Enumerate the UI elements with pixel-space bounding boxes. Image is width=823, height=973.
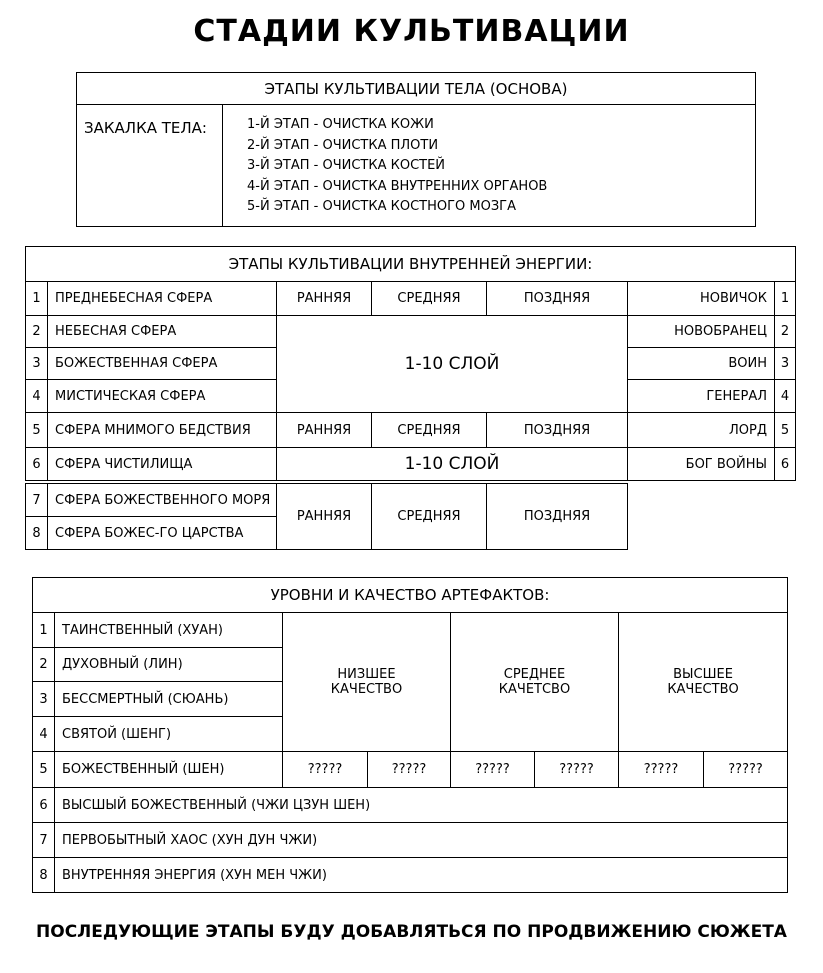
phase-middle: СРЕДНЯЯ <box>372 282 487 316</box>
artifact-level-number: 4 <box>33 717 55 752</box>
realm-number: 3 <box>26 348 48 380</box>
artifact-level-number: 7 <box>33 823 55 858</box>
realm-name: МИСТИЧЕСКАЯ СФЕРА <box>48 380 277 413</box>
body-stage: 1-Й ЭТАП - ОЧИСТКА КОЖИ <box>247 117 434 132</box>
body-stage: 2-Й ЭТАП - ОЧИСТКА ПЛОТИ <box>247 137 439 153</box>
realm-name: НЕБЕСНАЯ СФЕРА <box>48 316 277 348</box>
rank-number: 5 <box>775 413 796 448</box>
artifact-level-number: 6 <box>33 788 55 823</box>
quality-high-line2: КАЧЕСТВО <box>667 682 739 697</box>
quality-high-line1: ВЫСШЕЕ <box>673 667 733 682</box>
footer-note: ПОСЛЕДУЮЩИЕ ЭТАПЫ БУДУ ДОБАВЛЯТЬСЯ ПО ПРОДВИЖЕНИЮ СЮЖЕТА <box>36 922 787 942</box>
rank-name: НОВИЧОК <box>628 282 775 316</box>
artifact-level-name: СВЯТОЙ (ШЕНГ) <box>55 717 283 752</box>
rank-name: БОГ ВОЙНЫ <box>628 448 775 481</box>
phase-late: ПОЗДНЯЯ <box>487 413 628 448</box>
artifact-level-name: ДУХОВНЫЙ (ЛИН) <box>55 648 283 682</box>
realm-name: БОЖЕСТВЕННАЯ СФЕРА <box>48 348 277 380</box>
quality-medium-line2: КАЧЕТСВО <box>498 682 571 697</box>
artifact-level-name: ТАИНСТВЕННЫЙ (ХУАН) <box>55 613 283 648</box>
artifacts-table <box>32 577 788 893</box>
page-title: СТАДИИ КУЛЬТИВАЦИИ <box>193 14 630 49</box>
unknown-quality-cell: ????? <box>704 752 788 788</box>
rank-number: 6 <box>775 448 796 481</box>
phase-early: РАННЯЯ <box>277 413 372 448</box>
phase-early: РАННЯЯ <box>277 484 372 550</box>
quality-medium <box>451 613 619 752</box>
artifact-level-name: ВНУТРЕННЯЯ ЭНЕРГИЯ (ХУН МЕН ЧЖИ) <box>55 858 788 893</box>
energy-cultivation-table-lower <box>25 483 628 550</box>
body-hardening-label: ЗАКАЛКА ТЕЛА: <box>77 105 223 227</box>
artifact-level-name: БОЖЕСТВЕННЫЙ (ШЕН) <box>55 752 283 788</box>
quality-low-line1: НИЗШЕЕ <box>337 667 396 682</box>
body-stages-list <box>223 105 756 227</box>
realm-number: 4 <box>26 380 48 413</box>
artifact-level-number: 1 <box>33 613 55 648</box>
energy-cultivation-table <box>25 246 796 481</box>
realm-name: СФЕРА ЧИСТИЛИЩА <box>48 448 277 481</box>
unknown-quality-cell: ????? <box>368 752 451 788</box>
realm-name: ПРЕДНЕБЕСНАЯ СФЕРА <box>48 282 277 316</box>
unknown-quality-cell: ????? <box>535 752 619 788</box>
phase-middle: СРЕДНЯЯ <box>372 484 487 550</box>
body-stage: 3-Й ЭТАП - ОЧИСТКА КОСТЕЙ <box>247 158 446 173</box>
artifact-level-number: 2 <box>33 648 55 682</box>
phase-early: РАННЯЯ <box>277 282 372 316</box>
phase-late: ПОЗДНЯЯ <box>487 282 628 316</box>
realm-number: 6 <box>26 448 48 481</box>
realm-name: СФЕРА БОЖЕС-ГО ЦАРСТВА <box>48 517 277 550</box>
realm-number: 2 <box>26 316 48 348</box>
realm-name: СФЕРА БОЖЕСТВЕННОГО МОРЯ <box>48 484 277 517</box>
unknown-quality-cell: ????? <box>451 752 535 788</box>
phase-middle: СРЕДНЯЯ <box>372 413 487 448</box>
body-stage: 5-Й ЭТАП - ОЧИСТКА КОСТНОГО МОЗГА <box>247 199 516 214</box>
phase-late: ПОЗДНЯЯ <box>487 484 628 550</box>
quality-low-line2: КАЧЕСТВО <box>330 682 403 697</box>
artifact-level-name: БЕССМЕРТНЫЙ (СЮАНЬ) <box>55 682 283 717</box>
rank-name: НОВОБРАНЕЦ <box>628 316 775 348</box>
body-stage: 4-Й ЭТАП - ОЧИСТКА ВНУТРЕННИХ ОРГАНОВ <box>247 178 548 194</box>
artifacts-table-header: УРОВНИ И КАЧЕСТВО АРТЕФАКТОВ: <box>33 578 788 613</box>
energy-table-header: ЭТАПЫ КУЛЬТИВАЦИИ ВНУТРЕННЕЙ ЭНЕРГИИ: <box>26 247 796 282</box>
rank-number: 3 <box>775 348 796 380</box>
rank-number: 2 <box>775 316 796 348</box>
artifact-level-name: ВЫСШЫЙ БОЖЕСТВЕННЫЙ (ЧЖИ ЦЗУН ШЕН) <box>55 788 788 823</box>
artifact-level-number: 5 <box>33 752 55 788</box>
body-table-header: ЭТАПЫ КУЛЬТИВАЦИИ ТЕЛА (ОСНОВА) <box>77 73 756 105</box>
artifact-level-number: 3 <box>33 682 55 717</box>
quality-high <box>619 613 788 752</box>
realm-name: СФЕРА МНИМОГО БЕДСТВИЯ <box>48 413 277 448</box>
unknown-quality-cell: ????? <box>619 752 704 788</box>
rank-name: ГЕНЕРАЛ <box>628 380 775 413</box>
quality-low <box>283 613 451 752</box>
rank-name: ВОИН <box>628 348 775 380</box>
layers-cell: 1-10 СЛОЙ <box>277 448 628 481</box>
rank-number: 4 <box>775 380 796 413</box>
realm-number: 1 <box>26 282 48 316</box>
rank-number: 1 <box>775 282 796 316</box>
layers-cell: 1-10 СЛОЙ <box>277 316 628 413</box>
artifact-level-number: 8 <box>33 858 55 893</box>
artifact-level-name: ПЕРВОБЫТНЫЙ ХАОС (ХУН ДУН ЧЖИ) <box>55 823 788 858</box>
realm-number: 8 <box>26 517 48 550</box>
unknown-quality-cell: ????? <box>283 752 368 788</box>
quality-medium-line1: СРЕДНЕЕ <box>503 667 566 682</box>
body-cultivation-table <box>76 72 756 227</box>
realm-number: 5 <box>26 413 48 448</box>
rank-name: ЛОРД <box>628 413 775 448</box>
realm-number: 7 <box>26 484 48 517</box>
